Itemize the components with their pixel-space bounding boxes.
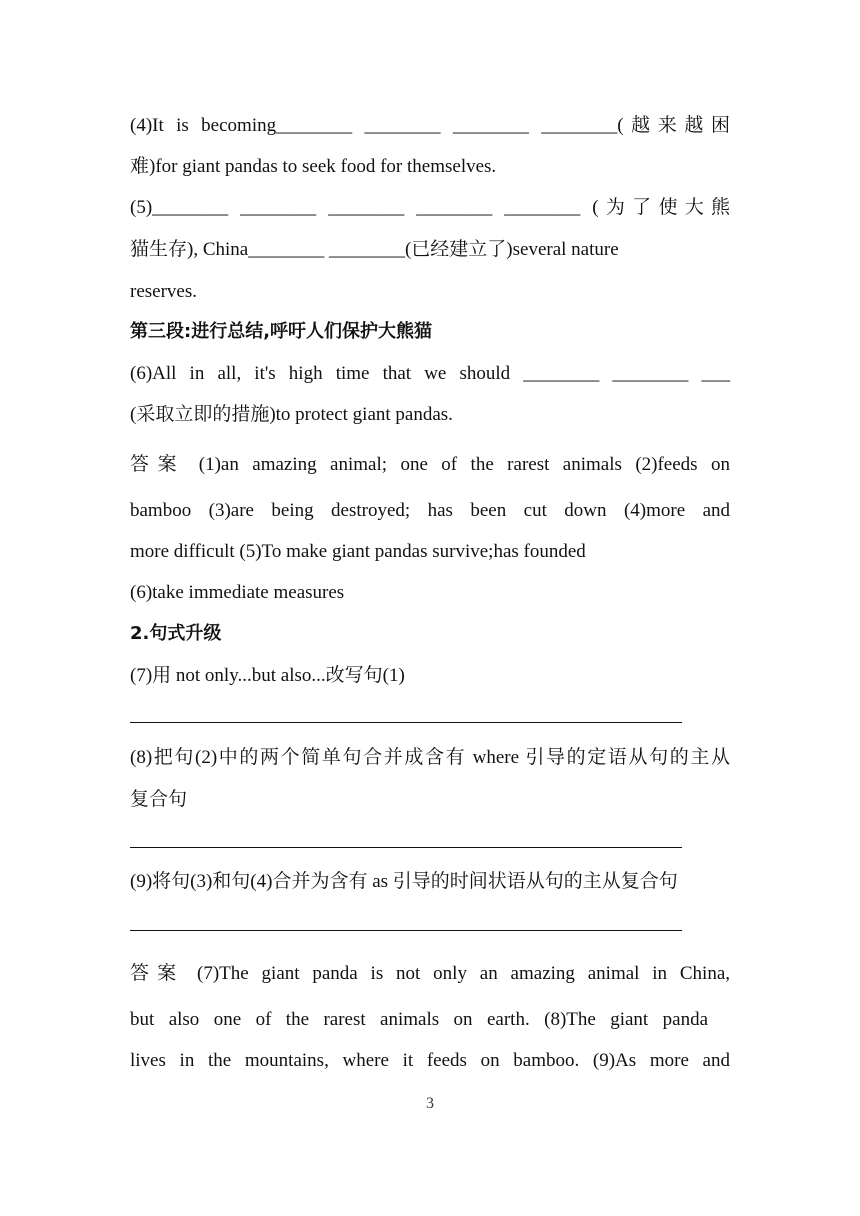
answer-line-3: more difficult (5)To make giant pandas survive;has founded [130,541,586,562]
section-heading-2: 2.句式升级 [130,623,222,644]
answer2-line-3: lives in the mountains, where it feeds on bamboo. (9)As more and [130,1050,730,1071]
exercise-line-5a: (5)________ ________ ________ ________ ________ (为了使大熊 [130,197,730,218]
question-9: (9)将句(3)和句(4)合并为含有 as 引导的时间状语从句的主从复合句 [130,871,678,892]
answer-line-1 [130,452,730,476]
answer-text: (1)an amazing animal; one of the rarest animals (2)feeds on [198,454,730,475]
question-8a: (8)把句(2)中的两个简单句合并成含有 where 引导的定语从句的主从 [130,747,730,768]
answer-blank-rule-7 [130,722,682,723]
exercise-line-4a: (4)It is becoming________ ________ ________ ________(越来越困 [130,115,730,136]
exercise-line-4b: 难)for giant pandas to seek food for themselves. [130,156,497,177]
answer-blank-rule-8 [130,847,682,848]
exercise-line-6b: (采取立即的措施)to protect giant pandas. [130,404,453,425]
answer-label: 答案 [130,453,186,475]
exercise-line-6a: (6)All in all, it's high time that we should ________ ________ ___ [130,363,730,384]
question-8b: 复合句 [130,789,188,810]
answer2-line-2: but also one of the rarest animals on earth. (8)The giant panda [130,1009,708,1030]
exercise-line-5b: 猫生存), China________ ________(已经建立了)several nature [130,239,619,260]
page-number: 3 [426,1095,434,1112]
answer-label-2: 答案 [130,962,185,984]
answer-line-4: (6)take immediate measures [130,582,345,603]
answer-blank-rule-9 [130,930,682,931]
answer2-line-1 [130,961,730,985]
exercise-line-5c: reserves. [130,281,197,302]
answer2-text: (7)The giant panda is not only an amazing animal in China, [197,963,731,984]
section-heading-para3: 第三段:进行总结,呼吁人们保护大熊猫 [130,321,433,342]
question-7: (7)用 not only...but also...改写句(1) [130,665,405,686]
answer-line-2: bamboo (3)are being destroyed; has been cut down (4)more and [130,500,730,521]
